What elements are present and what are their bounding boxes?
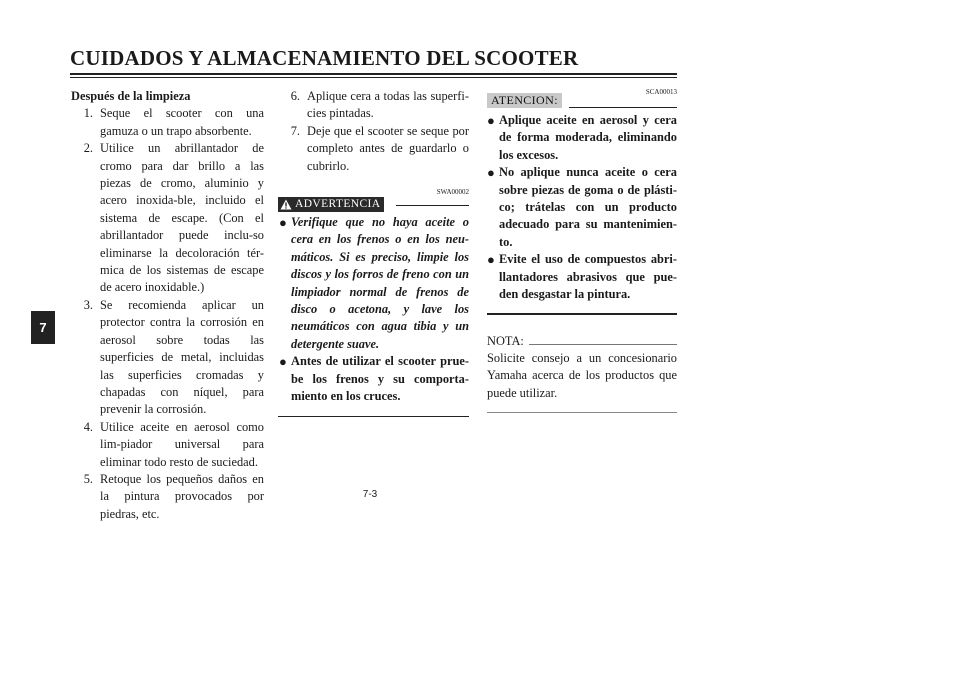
column-left (71, 88, 264, 523)
item-text: Aplique cera a todas las superfi-cies pintadas. (307, 89, 469, 121)
warning-bullet (279, 353, 469, 405)
item-number: 7. (290, 123, 300, 138)
warning-triangle-icon (280, 199, 292, 210)
caution-bullet (487, 164, 677, 251)
item-number: 2. (83, 141, 93, 156)
caution-badge: ATENCION: (487, 93, 562, 108)
column-middle (278, 88, 469, 417)
item-text: Utilice aceite en aerosol como lim-piador universal para eliminar todo resto de suciedad. (100, 419, 264, 469)
note-end-rule (487, 412, 677, 413)
item-number: 6. (290, 89, 300, 103)
warning-code: SWA00002 (436, 188, 469, 197)
warning-end-rule (278, 416, 469, 417)
list-item (278, 88, 469, 123)
item-number: 3. (83, 297, 93, 312)
note-header-rule (529, 344, 677, 345)
list-item (71, 419, 264, 471)
caution-bullet (487, 251, 677, 303)
chapter-tab: 7 (31, 311, 55, 344)
warning-header-rule (396, 205, 469, 206)
page-number: 7-3 (362, 489, 378, 500)
caution-body (487, 110, 677, 303)
page-title: CUIDADOS Y ALMACENAMIENTO DEL SCOOTER (70, 46, 579, 70)
bullet-dot: ● (279, 215, 287, 231)
bullet-dot: ● (487, 252, 495, 268)
item-text: Retoque los pequeños daños en la pintura provocados por piedras, etc. (100, 471, 264, 521)
item-number: 4. (83, 419, 93, 434)
section-heading: Después de la limpieza (71, 89, 191, 103)
bullet-text: Antes de utilizar el scooter prue-be los frenos y su comporta-miento en los cruces. (291, 354, 469, 404)
list-item (71, 140, 264, 297)
caution-header-rule (569, 107, 677, 108)
list-item (71, 105, 264, 140)
bullet-text: Verifique que no haya aceite o cera en los frenos o en los neu-máticos. Si es preciso, limpie los discos y los forros de freno con un limpiador normal de frenos de disco o acetona, y lave los neumáticos con agua tibia y un detergente suave. (291, 215, 469, 351)
item-number: 1. (83, 106, 93, 121)
warning-header (278, 188, 469, 214)
bullet-text: No aplique nunca aceite o cera sobre piezas de goma o de plásti-co; trátelas con un producto adecuado para su mantenimien-to. (499, 165, 677, 249)
note-header (487, 333, 677, 350)
caution-header (487, 88, 677, 110)
caution-code: SCA00013 (645, 88, 677, 96)
list-item (71, 297, 264, 419)
item-number: 5. (83, 471, 93, 486)
note-label: NOTA: (487, 333, 524, 348)
warning-label: ADVERTENCIA (295, 198, 381, 211)
bullet-dot: ● (279, 354, 287, 370)
warning-badge (278, 197, 384, 212)
warning-body (278, 214, 469, 405)
item-text: Utilice un abrillantador de cromo para dar brillo a las piezas de cromo, aluminio y acero inoxida-ble, incluido el sistema de escape. (Con el abrillantador puede inclu-so eliminarse la decoloración tér-mica de los sistemas de escape de acero inoxidable.) (100, 141, 264, 295)
item-text: Seque el scooter con una gamuza o un trapo absorbente. (100, 106, 264, 138)
bullet-dot: ● (487, 165, 495, 181)
item-text: Se recomienda aplicar un protector contra la corrosión en aerosol sobre todas las superficies de metal, incluidas las superficies cromadas y chapadas con níquel, para prevenir la corrosión. (100, 297, 264, 417)
bullet-text: Evite el uso de compuestos abri-llantadores abrasivos que pue-den desgastar la pintura. (499, 252, 677, 302)
item-text: Deje que el scooter se seque por completo antes de guardarlo o cubrirlo. (307, 123, 469, 173)
header-rule-thin (70, 77, 677, 78)
bullet-text: Aplique aceite en aerosol y cera de forma moderada, eliminando los excesos. (499, 113, 677, 162)
caution-bullet (487, 112, 677, 164)
column-right (487, 88, 677, 413)
caution-end-rule (487, 313, 677, 314)
list-item (278, 123, 469, 175)
warning-bullet (279, 214, 469, 353)
bullet-dot: ● (487, 113, 495, 128)
header-rule-thick (70, 73, 677, 75)
note-text: Solicite consejo a un concesionario Yamaha acerca de los productos que puede utilizar. (487, 350, 677, 400)
